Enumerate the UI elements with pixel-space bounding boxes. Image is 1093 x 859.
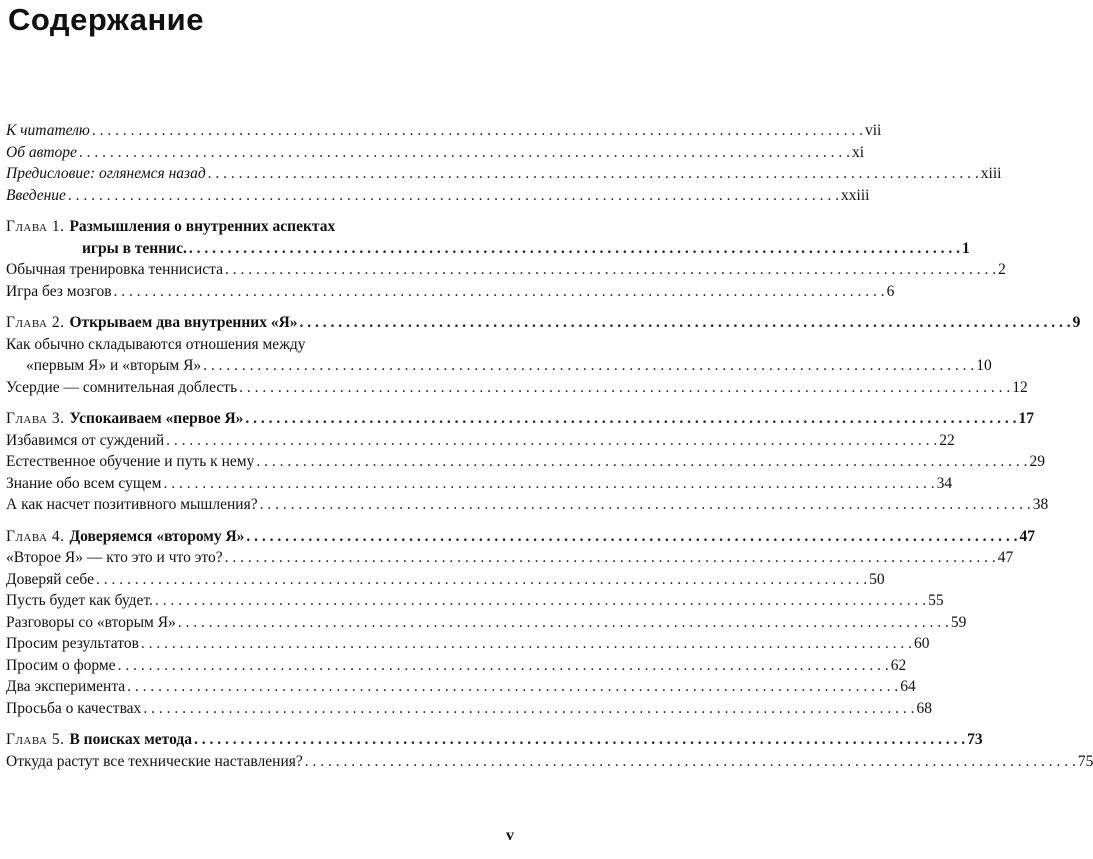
dot-leader — [239, 377, 1010, 399]
chapter-label: Глава 3. — [6, 410, 65, 427]
dot-leader — [68, 185, 839, 207]
toc-entry[interactable] — [6, 259, 1006, 281]
toc-entry-title: Обычная тренировка теннисиста — [6, 261, 223, 278]
dot-leader — [203, 355, 974, 377]
toc-entry-page: 6 — [886, 282, 895, 300]
chapter-page: 73 — [967, 731, 983, 748]
chapter-1-heading-cont[interactable] — [6, 238, 970, 260]
dot-leader — [92, 120, 863, 142]
chapter-title: В поисках метода — [69, 731, 192, 748]
toc-entry-page: 60 — [914, 635, 930, 652]
dot-leader — [79, 142, 850, 164]
toc-entry-preface[interactable] — [6, 163, 1002, 185]
dot-leader — [225, 259, 996, 281]
dot-leader — [114, 281, 885, 303]
toc-entry-title: Усердие — сомнительная доблесть — [6, 378, 238, 396]
toc-entry-line2[interactable] — [6, 355, 992, 377]
toc-entry-title: Просьба о качествах — [6, 699, 142, 717]
toc-entry[interactable] — [6, 655, 907, 677]
chapter-5-heading[interactable] — [6, 729, 983, 751]
toc-entry-title: «Второе Я» — кто это и что это? — [6, 549, 223, 566]
toc-entry[interactable] — [6, 473, 953, 495]
toc-entry-page: 38 — [1032, 496, 1049, 513]
chapter-label: Глава 2. — [6, 314, 65, 331]
dot-leader — [178, 612, 949, 634]
dot-leader — [256, 451, 1027, 473]
chapter-title: Доверяемся «второму Я» — [69, 527, 245, 545]
chapter-page: 1 — [961, 239, 970, 257]
chapter-2-heading[interactable] — [6, 312, 1081, 334]
toc-entry-title: Знание обо всем сущем — [6, 474, 162, 492]
toc-entry-page: 10 — [976, 357, 992, 374]
toc-entry-page: 12 — [1012, 378, 1028, 396]
toc-entry-page: 50 — [869, 570, 885, 588]
toc-entry-page: 2 — [998, 261, 1006, 278]
toc-entry-title: Игра без мозгов — [6, 282, 112, 300]
toc-entry[interactable] — [6, 494, 1049, 516]
toc-entry[interactable] — [6, 698, 932, 720]
dot-leader — [163, 473, 934, 495]
toc-entry-page: 68 — [916, 699, 932, 717]
toc-entry-page: 75 — [1077, 752, 1093, 770]
dot-leader — [166, 430, 937, 452]
toc-entry-title: К читателю — [6, 122, 90, 139]
toc-entry-title: Избавимся от суждений — [6, 431, 165, 449]
table-of-contents — [6, 120, 1093, 772]
toc-entry[interactable] — [6, 377, 1028, 399]
toc-entry-title-cont: «первым Я» и «вторым Я» — [26, 357, 202, 374]
toc-entry-title: Просим о форме — [6, 656, 116, 674]
toc-entry[interactable] — [6, 547, 1014, 569]
toc-entry[interactable] — [6, 281, 895, 303]
dot-leader — [208, 163, 979, 185]
toc-entry-title: Введение — [6, 186, 66, 204]
chapter-title: Успокаиваем «первое Я» — [69, 410, 244, 427]
toc-entry-page: 29 — [1029, 453, 1045, 470]
dot-leader — [225, 547, 996, 569]
dot-leader — [141, 633, 912, 655]
dot-leader — [96, 569, 867, 591]
toc-entry-title: Откуда растут все технические наставления? — [6, 752, 303, 770]
dot-leader — [143, 698, 914, 720]
toc-entry-page: 22 — [939, 431, 955, 449]
dot-leader — [127, 676, 898, 698]
dot-leader — [245, 408, 1016, 430]
toc-entry-to-reader[interactable] — [6, 120, 882, 142]
chapter-label: Глава 5. — [6, 731, 65, 748]
chapter-1-heading[interactable] — [6, 216, 528, 238]
toc-entry[interactable] — [6, 590, 944, 612]
chapter-page: 9 — [1072, 314, 1081, 331]
toc-entry-title: Доверяй себе — [6, 570, 94, 588]
chapter-label: Глава 4. — [6, 527, 65, 545]
toc-entry-page: 34 — [936, 474, 953, 492]
toc-entry-title: Два эксперимента — [6, 678, 126, 695]
dot-leader — [305, 751, 1076, 773]
toc-entry[interactable] — [6, 430, 955, 452]
page-number: v — [506, 827, 514, 844]
toc-entry-page: xxiii — [841, 186, 870, 204]
toc-entry-title: Как обычно складываются отношения между — [6, 335, 306, 353]
page-title: Содержание — [8, 2, 204, 37]
toc-entry-title: Об авторе — [6, 143, 77, 161]
chapter-title: Открываем два внутренних «Я» — [69, 314, 298, 331]
toc-entry-page: xiii — [980, 165, 1002, 182]
toc-entry-about-author[interactable] — [6, 142, 865, 164]
dot-leader — [118, 655, 889, 677]
chapter-title: Размышления о внутренних аспектах — [69, 218, 336, 235]
toc-entry-title: Просим результатов — [6, 635, 139, 652]
chapter-3-heading[interactable] — [6, 408, 1035, 430]
toc-entry-title: Естественное обучение и путь к нему — [6, 453, 255, 470]
toc-entry-title: Предисловие: оглянемся назад — [6, 165, 206, 182]
toc-entry[interactable] — [6, 676, 916, 698]
dot-leader — [260, 494, 1031, 516]
toc-entry[interactable] — [6, 633, 930, 655]
toc-entry[interactable] — [6, 751, 1093, 773]
dot-leader — [300, 312, 1071, 334]
toc-entry[interactable] — [6, 612, 967, 634]
toc-entry-page: 62 — [890, 656, 907, 674]
toc-entry-title: Пусть будет как будет. — [6, 592, 153, 609]
dot-leader — [246, 526, 1017, 548]
toc-entry-page: 55 — [928, 592, 944, 609]
chapter-page: 17 — [1018, 410, 1035, 427]
toc-entry-page: 59 — [950, 613, 967, 631]
toc-entry-line1[interactable] — [6, 334, 528, 356]
chapter-title-cont: игры в теннис. — [82, 239, 187, 257]
chapter-label: Глава 1. — [6, 218, 65, 235]
toc-entry-title: А как насчет позитивного мышления? — [6, 496, 258, 513]
toc-entry-page: vii — [864, 122, 882, 139]
toc-entry-page: 64 — [900, 678, 916, 695]
dot-leader — [189, 238, 960, 260]
toc-entry-introduction[interactable] — [6, 185, 870, 207]
toc-entry[interactable] — [6, 451, 1045, 473]
toc-entry-page: 47 — [997, 549, 1014, 566]
dot-leader — [155, 590, 926, 612]
chapter-page: 47 — [1019, 527, 1036, 545]
toc-entry[interactable] — [6, 569, 885, 591]
dot-leader — [194, 729, 965, 751]
toc-entry-page: xi — [852, 143, 865, 161]
chapter-4-heading[interactable] — [6, 526, 1036, 548]
toc-entry-title: Разговоры со «вторым Я» — [6, 613, 176, 631]
